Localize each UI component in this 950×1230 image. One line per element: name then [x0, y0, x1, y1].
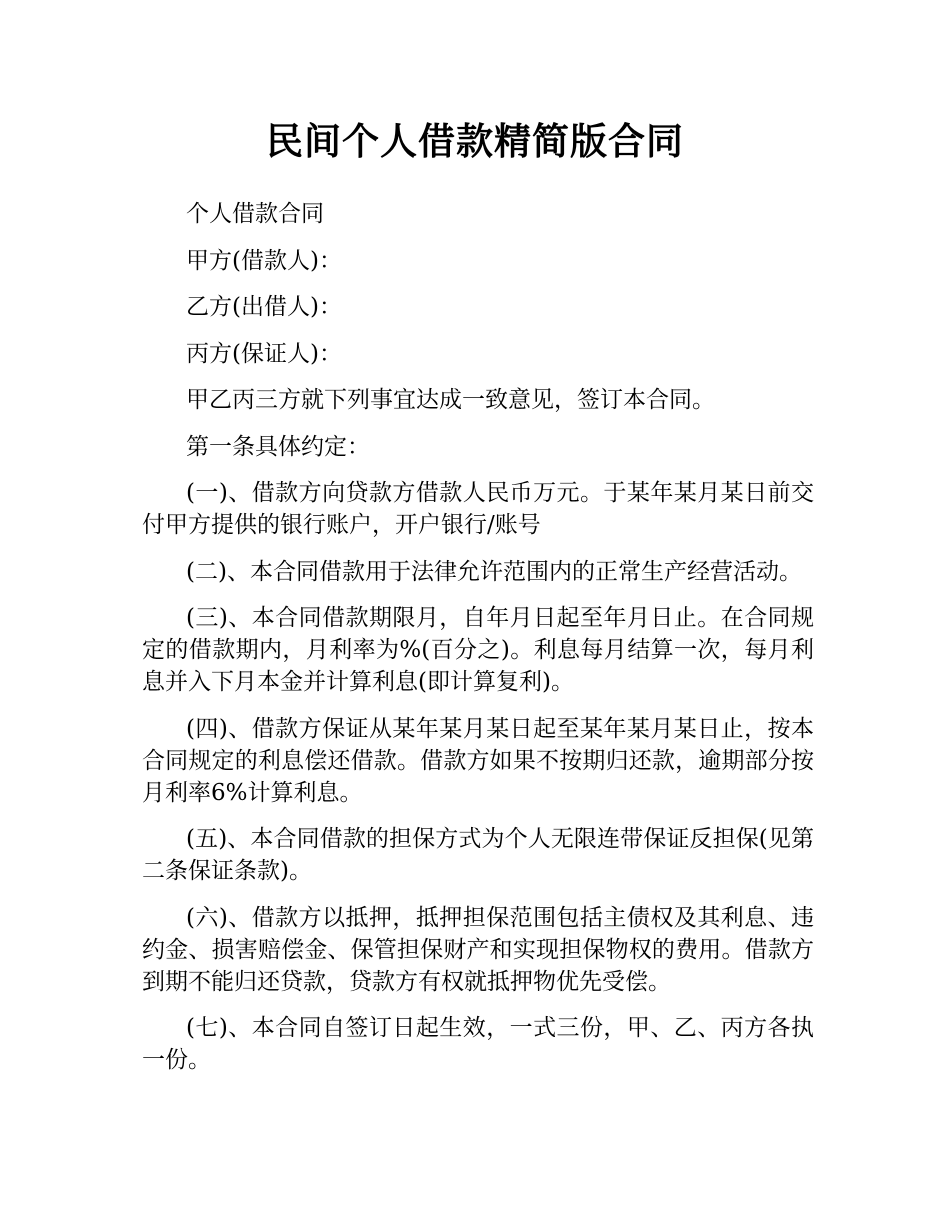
paragraph-agreement: 甲乙丙三方就下列事宜达成一致意见，签订本合同。	[186, 387, 715, 413]
paragraph-party-c: 丙方(保证人)：	[186, 340, 342, 367]
paragraph-clause-4: (四)、借款方保证从某年某月某日起至某年某月某日止，按本合同规定的利息偿还借款。借款方如果不按期归还款，逾期部分按月利率6%计算利息。	[142, 715, 814, 806]
paragraph-clause-3: (三)、本合同借款期限月，自年月日起至年月日止。在合同规定的借款期内，月利率为%(百分之)。利息每月结算一次，每月利息并入下月本金并计算利息(即计算复利)。	[142, 605, 814, 695]
paragraph-contract-heading: 个人借款合同	[186, 201, 324, 227]
paragraph-article-one: 第一条具体约定：	[186, 433, 370, 460]
document-title: 民间个人借款精简版合同	[266, 120, 684, 163]
paragraph-party-b: 乙方(出借人)：	[186, 294, 342, 320]
paragraph-clause-2: (二)、本合同借款用于法律允许范围内的正常生产经营活动。	[186, 558, 802, 585]
paragraph-clause-6: (六)、借款方以抵押，抵押担保范围包括主债权及其利息、违约金、损害赔偿金、保管担保财产和实现担保物权的费用。借款方到期不能归还贷款，贷款方有权就抵押物优先受偿。	[142, 904, 814, 995]
paragraph-clause-1: (一)、借款方向贷款方借款人民币万元。于某年某月某日前交付甲方提供的银行账户，开户银行/账号	[142, 480, 814, 538]
paragraph-clause-7: (七)、本合同自签订日起生效，一式三份，甲、乙、丙方各执一份。	[142, 1015, 814, 1073]
document-body	[142, 198, 814, 1091]
paragraph-party-a: 甲方(借款人)：	[186, 247, 342, 274]
paragraph-clause-5: (五)、本合同借款的担保方式为个人无限连带保证反担保(见第二条保证条款)。	[142, 826, 814, 884]
